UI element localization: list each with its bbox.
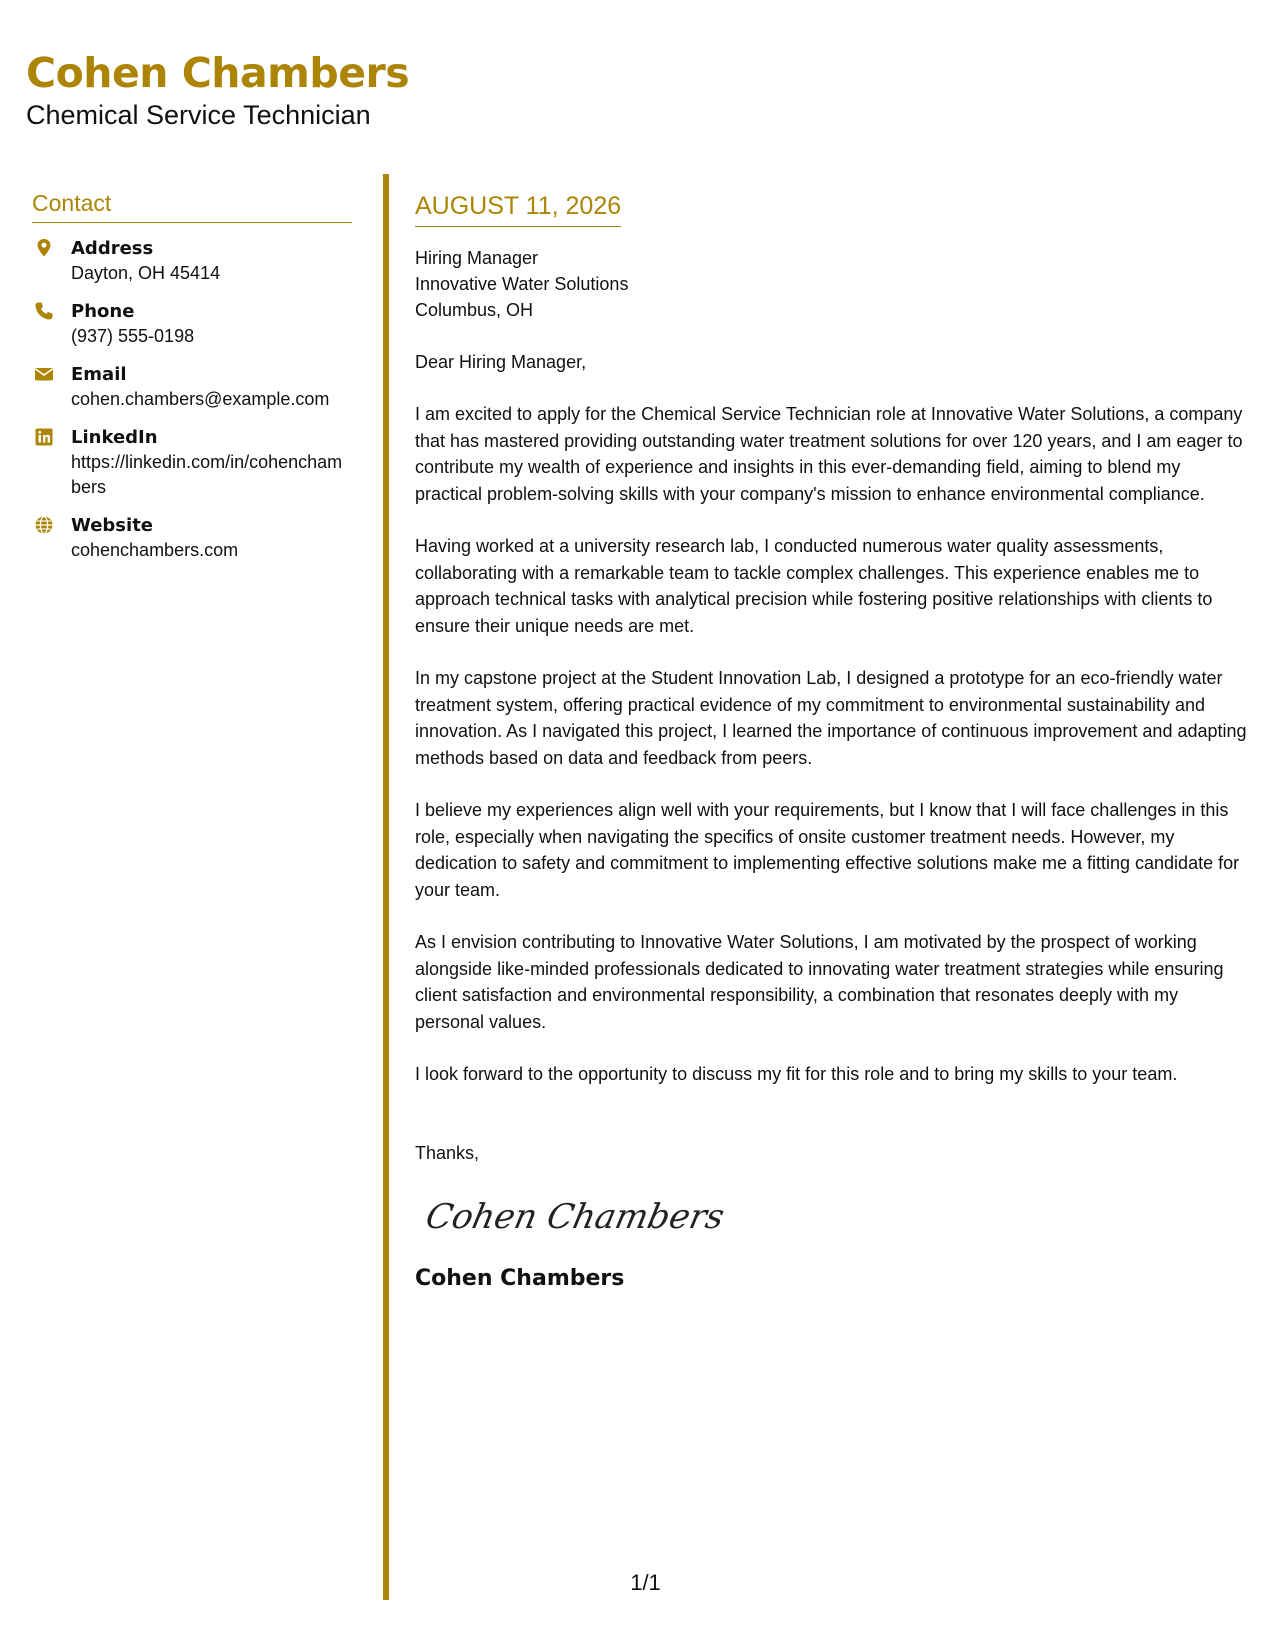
page-number-text: 1/1 [630,1570,661,1595]
contact-label: Address [71,238,154,259]
signature-text: Cohen Chambers [422,1196,728,1237]
contact-sidebar [32,188,352,563]
contact-item-address [32,236,352,286]
phone-icon [34,301,54,321]
globe-icon [34,515,54,535]
letter-paragraph: In my capstone project at the Student Innovation Lab, I designed a prototype for an eco-friendly water treatment system, offering practical evidence of my commitment to environmental sustainability and innovation. As I navigated this project, I learned the importance of continuous improvement and adapting methods based on data and feedback from peers. [415,668,1247,768]
contact-item-email [32,362,352,412]
contact-value-link[interactable]: cohenchambers.com [71,540,239,560]
signature-name: Cohen Chambers [415,1265,625,1291]
vertical-divider [383,174,389,1600]
letter-paragraph: I am excited to apply for the Chemical Service Technician role at Innovative Water Solutions, a company that has mastered providing outstanding water treatment solutions for over 120 years, and I am eager to contribute my wealth of experience and insights in this ever-demanding field, aiming to blend my practical problem-solving skills with your company's mission to enhance environmental compliance. [415,404,1243,504]
letter-paragraph: I look forward to the opportunity to discuss my fit for this role and to bring my skills to your team. [415,1064,1178,1084]
recipient-location: Columbus, OH [415,300,534,320]
recipient-title: Hiring Manager [415,248,539,268]
contact-label: Website [71,515,154,536]
job-title: Chemical Service Technician [26,100,371,130]
contact-label: LinkedIn [71,427,158,448]
signature-image [422,1186,728,1246]
closing: Thanks, [415,1142,480,1163]
recipient-company: Innovative Water Solutions [415,274,629,294]
salutation: Dear Hiring Manager, [415,352,587,372]
contact-label: Email [71,364,127,385]
recipient-block [415,245,1250,323]
contact-value: Dayton, OH 45414 [71,263,221,283]
contact-item-phone [32,299,352,349]
letter-date: AUGUST 11, 2026 [415,190,621,227]
envelope-icon [34,364,54,384]
contact-heading: Contact [32,188,352,223]
contact-item-linkedin [32,425,352,500]
candidate-name: Cohen Chambers [26,49,410,97]
page-number [0,1570,1275,1596]
contact-value-link[interactable]: https://linkedin.com/in/cohenchambers [71,452,343,497]
map-pin-icon [34,238,54,258]
linkedin-icon [34,427,54,447]
contact-value: (937) 555-0198 [71,326,195,346]
letter-paragraph: I believe my experiences align well with your requirements, but I know that I will face challenges in this role, especially when navigating the specifics of onsite customer treatment needs. However, my dedication to safety and commitment to implementing effective solutions make me a fitting candidate for your team. [415,800,1240,900]
letter-paragraph: Having worked at a university research lab, I conducted numerous water quality assessments, collaborating with a remarkable team to tackle complex challenges. This experience enables me to approach technical tasks with analytical precision while fostering positive relationships with clients to ensure their unique needs are met. [415,536,1213,636]
contact-value: cohen.chambers@example.com [71,389,330,409]
resume-header [26,48,409,132]
contact-label: Phone [71,301,135,322]
letter-body [415,190,1250,1293]
contact-item-website [32,513,352,563]
letter-paragraph: As I envision contributing to Innovative Water Solutions, I am motivated by the prospect of working alongside like-minded professionals dedicated to innovating water treatment strategies while ensuring client satisfaction and environmental responsibility, a combination that resonates deeply with my personal values. [415,932,1224,1032]
